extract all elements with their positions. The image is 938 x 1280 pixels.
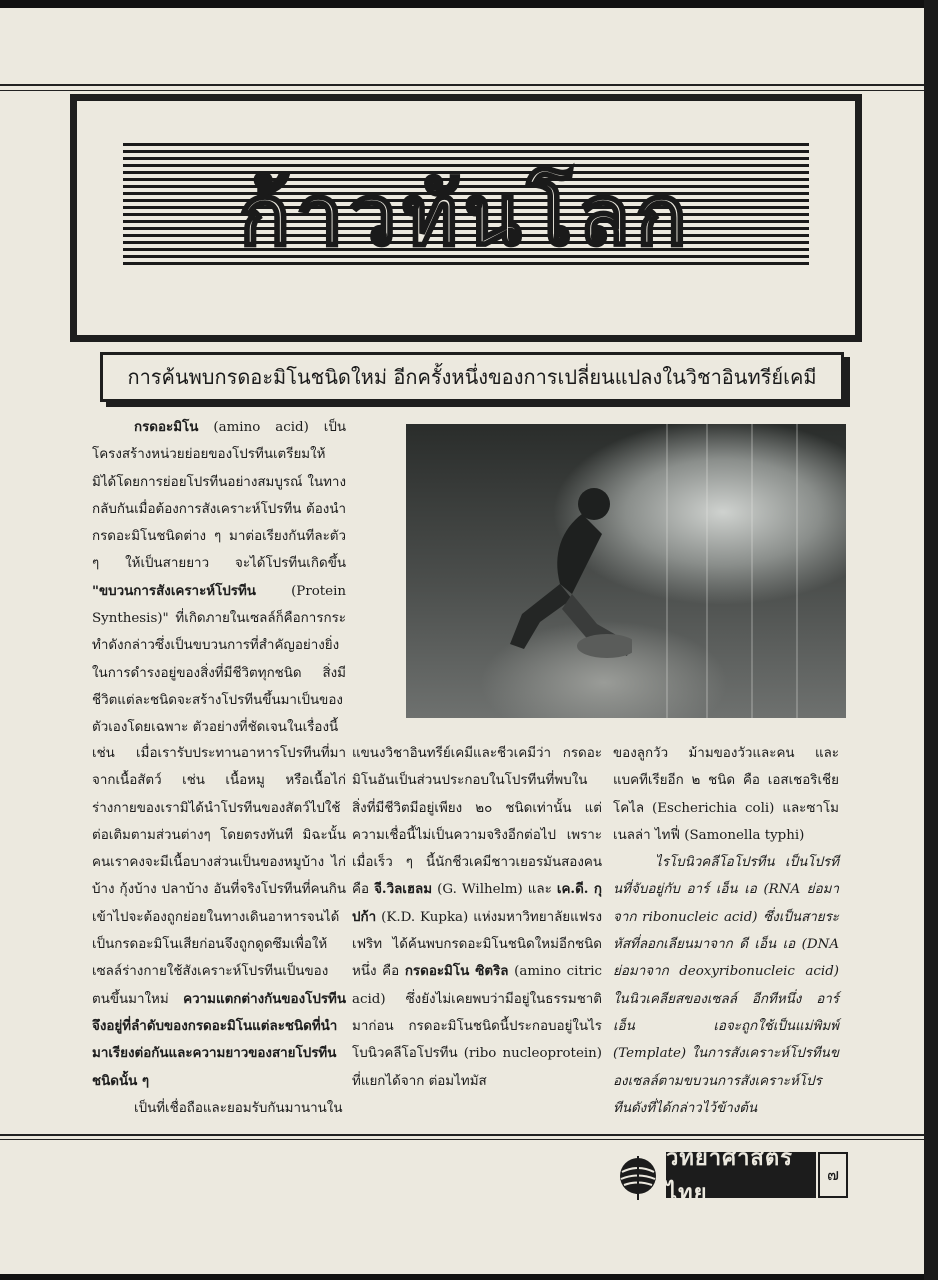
name-kupka: เค.ดี. กุปก้า bbox=[352, 881, 602, 925]
name-wilhelm: จี.วิลเฮลม bbox=[374, 881, 433, 898]
bending-figure-silhouette bbox=[502, 474, 632, 664]
globe-logo-icon bbox=[616, 1152, 660, 1202]
paragraph-1-text: (amino acid) เป็นโครงสร้างหน่วยย่อยของโปรทีนเตรียมให้มิได้โดยการย่อยโปรทีนอย่างสมบูรณ์ ในทางกลับกันเมื่อต้องการสังเคราะห์โปรทีน ต้องนำกรดอะมิโนชนิดต่าง ๆ มาต่อเรียงกันทีละตัว ๆ ให้เป็นสายยาว จะได้โปรทีนเกิดขึ้น bbox=[92, 420, 346, 572]
term-amino-acid: กรดอะมิโน bbox=[134, 419, 199, 435]
column-1-top bbox=[92, 414, 346, 742]
column-2 bbox=[352, 740, 602, 1095]
page-number: ๗ bbox=[818, 1152, 848, 1198]
paragraph-1-text-2: (Protein Synthesis)" ที่เกิดภายในเซลล์ก็คือการกระทำดังกล่าวซึ่งเป็นขบวนการที่สำคัญอย่างยิ่งในการดำรงอยู่ของสิ่งที่มีชีวิตทุกชนิด สิ่งมีชีวิตแต่ละชนิดจะสร้างโปรทีนขึ้นมาเป็นของตัวเองโดยเฉพาะ ตัวอย่างที่ชัดเจนในเรื่องนี้ bbox=[92, 583, 346, 736]
header-banner bbox=[70, 94, 862, 342]
paragraph-3-text: เป็นที่เชื่อถือและยอมรับกันมานานใน bbox=[134, 1100, 343, 1116]
column-3 bbox=[613, 740, 839, 1122]
magazine-page bbox=[0, 8, 926, 1274]
term-protein-synthesis: "ขบวนการสังเคราะห์โปรทีน bbox=[92, 582, 256, 599]
col2-text-d: (amino citric acid) ซึ่งยังไม่เคยพบว่ามีอยู่ในธรรมชาติมาก่อน กรดอะมิโนชนิดนี้ประกอบอยู่ในไรโบนิวคลีโอโปรทีน (ribo nucleoprotein) ที่แยกได้จาก ต่อมไทมัส bbox=[352, 964, 603, 1089]
term-amino-citric: กรดอะมิโน ซิตริล bbox=[404, 963, 509, 980]
magazine-logo: วิทยาศาสตร์ไทย bbox=[666, 1152, 816, 1198]
scan-edge bbox=[924, 0, 938, 1280]
col2-text-b: (G. Wilhelm) และ bbox=[432, 882, 557, 898]
article-subtitle: การค้นพบกรดอะมิโนชนิดใหม่ อีกครั้งหนึ่งของการเปลี่ยนแปลงในวิชาอินทรีย์เคมี bbox=[100, 352, 844, 402]
bottom-rule bbox=[0, 1134, 926, 1136]
article-photo bbox=[406, 424, 846, 718]
paragraph-2-text: เช่น เมื่อเรารับประทานอาหารโปรทีนที่มาจากเนื้อสัตว์ เช่น เนื้อหมู หรือเนื้อไก่ ร่างกายของเรามิได้นำโปรทีนของสัตว์ไปใช้ต่อเติมตามส่วนต่างๆ โดยตรงทันที มิฉะนั้นคนเราคงจะมีเนื้อบางส่วนเป็นของหมูบ้าง ไก่บ้าง กุ้งบ้าง ปลาบ้าง อันที่จริงโปรทีนที่คนกินเข้าไปจะต้องถูกย่อยในทางเดินอาหารจนได้เป็นกรดอะมิโนเสียก่อนจึงถูกดูดซึมเพื่อให้เซลล์ร่างกายใช้สังเคราะห์โปรทีนเป็นของตนขึ้นมาใหม่ bbox=[92, 746, 346, 1007]
column-1-bottom bbox=[92, 740, 346, 1122]
top-rule-thin bbox=[0, 90, 926, 91]
col2-text-c: (K.D. Kupka) แห่งมหาวิทยาลัยแฟรงเฟริท ได้ค้นพบกรดอะมิโนชนิดใหม่อีกชนิดหนึ่ง คือ bbox=[352, 909, 602, 980]
page-title: ก้าวทันโลก bbox=[239, 166, 693, 264]
col2-text-a: แขนงวิชาอินทรีย์เคมีและชีวเคมีว่า กรดอะมิโนอันเป็นส่วนประกอบในโปรทีนที่พบในสิ่งที่มีชีวิตมีอยู่เพียง ๒๐ ชนิดเท่านั้น แต่ความเชื่อนี้ไม่เป็นความจริงอีกต่อไป เพราะเมื่อเร็ว ๆ นี้นักชีวเคมีชาวเยอรมันสองคน คือ bbox=[352, 746, 602, 898]
col3-text-a: ของลูกวัว ม้ามของวัวและคน และแบคทีเรียอีก ๒ ชนิด คือ เอสเชอริเชีย โคไล (Escherichia coli) และซาโมเนลล่า ไทฟี่ (Samonella typhi) bbox=[613, 746, 839, 843]
top-rule bbox=[0, 84, 926, 86]
paragraph-2-bold: ความแตกต่างกันของโปรทีน จึงอยู่ที่ลำดับของกรดอะมิโนแต่ละชนิดที่นำมาเรียงต่อกันและความยาวของสายโปรทีนชนิดนั้น ๆ bbox=[92, 990, 346, 1089]
col3-italic-paragraph: ไรโบนิวคลีโอโปรทีน เป็นโปรทีนที่จับอยู่กับ อาร์ เอ็น เอ (RNA ย่อมาจาก ribonucleic acid) ซึ่งเป็นสายระหัสที่ลอกเลียนมาจาก ดี เอ็น เอ (DNA ย่อมาจาก deoxyribonucleic acid) ในนิวเคลียสของเซลล์ อีกทีหนึ่ง อาร์ เอ็น เอจะถูกใช้เป็นแม่พิมพ์ (Template) ในการสังเคราะห์โปรทีนของเซลล์ตามขบวนการสังเคราะห์โปรทีนดังที่ได้กล่าวไว้ข้างต้น bbox=[613, 855, 839, 1116]
